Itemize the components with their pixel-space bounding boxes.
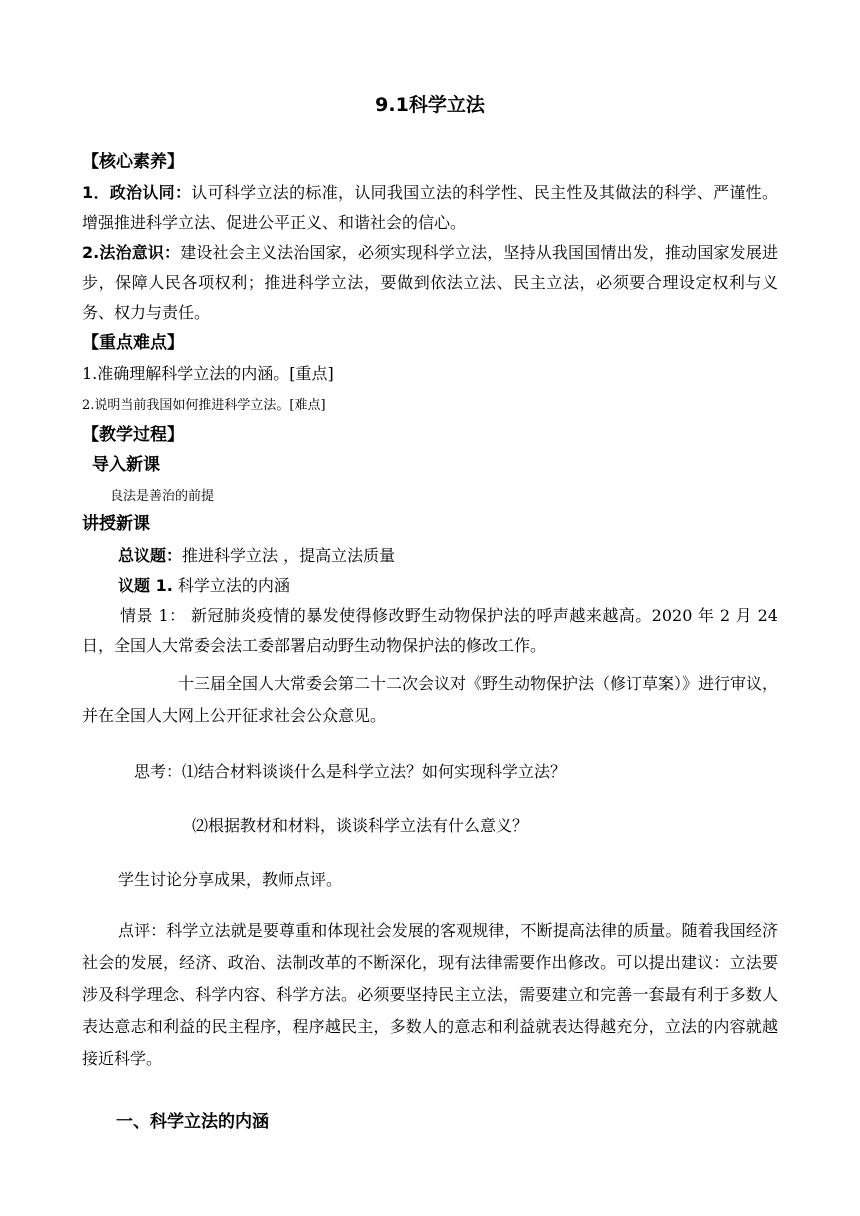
intro-heading: 导入新课	[92, 455, 160, 475]
item-text: 认可科学立法的标准，认同我国立法的科学性、民主性及其做法的科学、严谨性。增强推进科学立法、促进公平正义、和谐社会的信心。	[82, 183, 778, 232]
core-literacy-item-1	[82, 178, 778, 238]
discussion-line: 学生讨论分享成果，教师点评。	[118, 870, 343, 889]
topic-text: 推进科学立法 ，提高立法质量	[182, 546, 396, 565]
item-lead: 1．政治认同：	[82, 183, 192, 202]
lecture-heading: 讲授新课	[82, 514, 150, 534]
intro-text: 良法是善治的前提	[110, 489, 215, 504]
core-literacy-item-2	[82, 238, 778, 328]
think-question-1: 思考：⑴结合材料谈谈什么是科学立法？如何实现科学立法？	[134, 762, 567, 781]
key-points-heading: 【重点难点】	[82, 333, 184, 353]
main-topic	[118, 546, 395, 566]
key-point-1: 1.准确理解科学立法的内涵。[重点]	[82, 364, 334, 383]
key-point-2: 2.说明当前我国如何推进科学立法。[难点]	[82, 398, 326, 413]
section-1-heading: 一、科学立法的内涵	[116, 1112, 269, 1132]
subtopic-text: 科学立法的内涵	[172, 576, 290, 595]
item-lead: 2.法治意识：	[82, 243, 181, 262]
scenario-paragraph: 情景 1： 新冠肺炎疫情的暴发使得修改野生动物保护法的呼声越来越高。2020 年 2 月 24 日，全国人大常委会法工委部署启动野生动物保护法的修改工作。	[82, 606, 778, 655]
process-heading: 【教学过程】	[82, 425, 184, 445]
page-title: 9.1科学立法	[375, 94, 485, 116]
comment-paragraph: 点评：科学立法就是要尊重和体现社会发展的客观规律，不断提高法律的质量。随着我国经济社会的发展，经济、政治、法制改革的不断深化，现有法律需要作出修改。可以提出建议：立法要涉及科学理念、科学内容、科学方法。必须要坚持民主立法，需要建立和完善一套最有利于多数人表达意志和利益的民主程序，程序越民主，多数人的意志和利益就表达得越充分，立法的内容就越接近科学。	[82, 921, 778, 1068]
subtopic-lead: 议题 1.	[118, 576, 173, 595]
scenario-paragraph-2: 十三届全国人大常委会第二十二次会议对《野生动物保护法（修订草案）》进行审议，并在全国人大网上公开征求社会公众意见。	[82, 674, 779, 725]
item-text: 建设社会主义法治国家，必须实现科学立法，坚持从我国国情出发，推动国家发展进步，保障人民各项权利；推进科学立法，要做到依法立法、民主立法，必须要合理设定权利与义务、权力与责任。	[82, 243, 778, 322]
think-question-2: ⑵根据教材和材料，谈谈科学立法有什么意义？	[192, 816, 529, 835]
sub-topic	[118, 576, 290, 596]
topic-lead: 总议题：	[118, 546, 183, 565]
core-literacy-heading: 【核心素养】	[82, 152, 184, 172]
